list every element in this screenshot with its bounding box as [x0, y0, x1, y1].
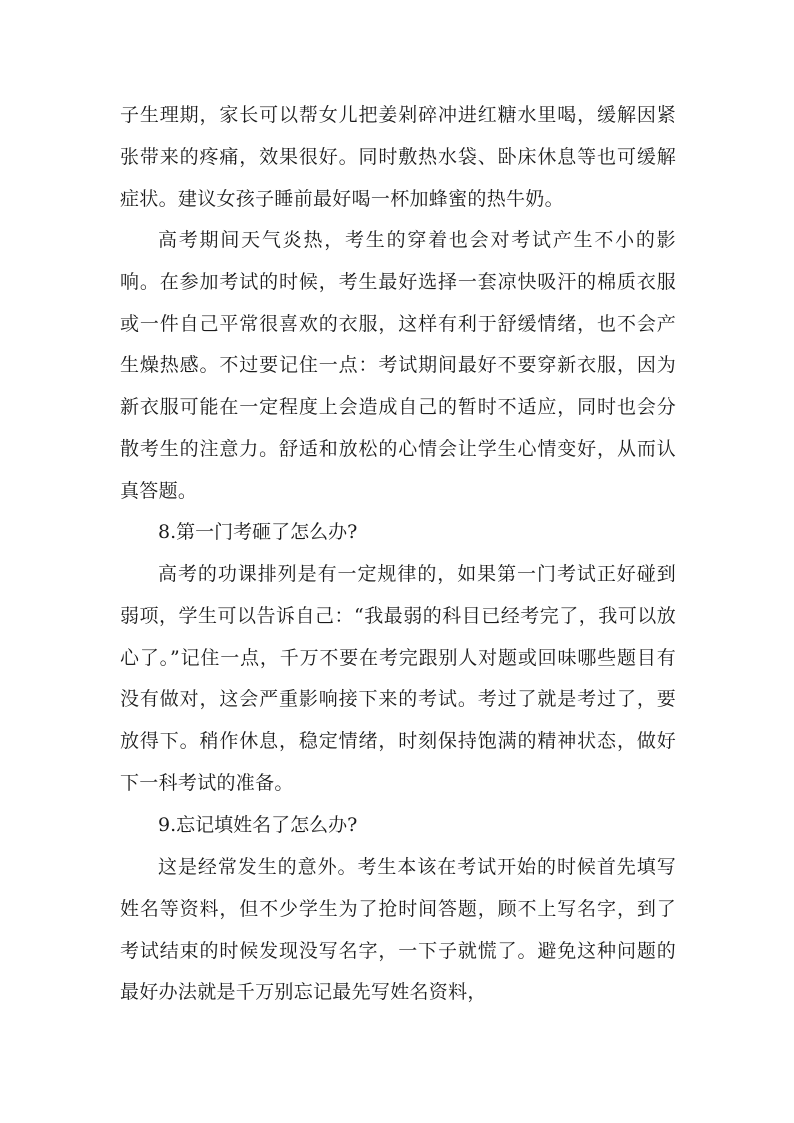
- heading-first-exam-failed: 8.第一门考砸了怎么办?: [158, 521, 358, 543]
- paragraph-first-exam-failed: 高考的功课排列是有一定规律的，如果第一门考试正好碰到弱项，学生可以告诉自己：“我最弱的科目已经考完了，我可以放心了。”记住一点，千万不要在考完跟别人对题或回味哪些题目有没有做对，这会严重影响接下来的考试。考过了就是考过了，要放得下。稍作休息，稳定情绪，时刻保持饱满的精神状态，做好下一科考试的准备。: [120, 563, 676, 794]
- paragraph-forgot-name: 这是经常发生的意外。考生本该在考试开始的时候首先填写姓名等资料，但不少学生为了抢时间答题，顾不上写名字，到了考试结束的时候发现没写名字，一下子就慌了。避免这种问题的最好办法就是千万别忘记最先写姓名资料，: [120, 856, 676, 1004]
- paragraph-clothing: 高考期间天气炎热，考生的穿着也会对考试产生不小的影响。在参加考试的时候，考生最好选择一套凉快吸汗的棉质衣服或一件自己平常很喜欢的衣服，这样有利于舒缓情绪，也不会产生燥热感。不过要记住一点：考试期间最好不要穿新衣服，因为新衣服可能在一定程度上会造成自己的暂时不适应，同时也会分散考生的注意力。舒适和放松的心情会让学生心情变好，从而认真答题。: [120, 229, 676, 502]
- paragraph-menstrual-relief: 子生理期，家长可以帮女儿把姜剁碎冲进红糖水里喝，缓解因紧张带来的疼痛，效果很好。同时敷热水袋、卧床休息等也可缓解症状。建议女孩子睡前最好喝一杯加蜂蜜的热牛奶。: [120, 104, 676, 210]
- heading-forgot-name: 9.忘记填姓名了怎么办?: [158, 814, 358, 836]
